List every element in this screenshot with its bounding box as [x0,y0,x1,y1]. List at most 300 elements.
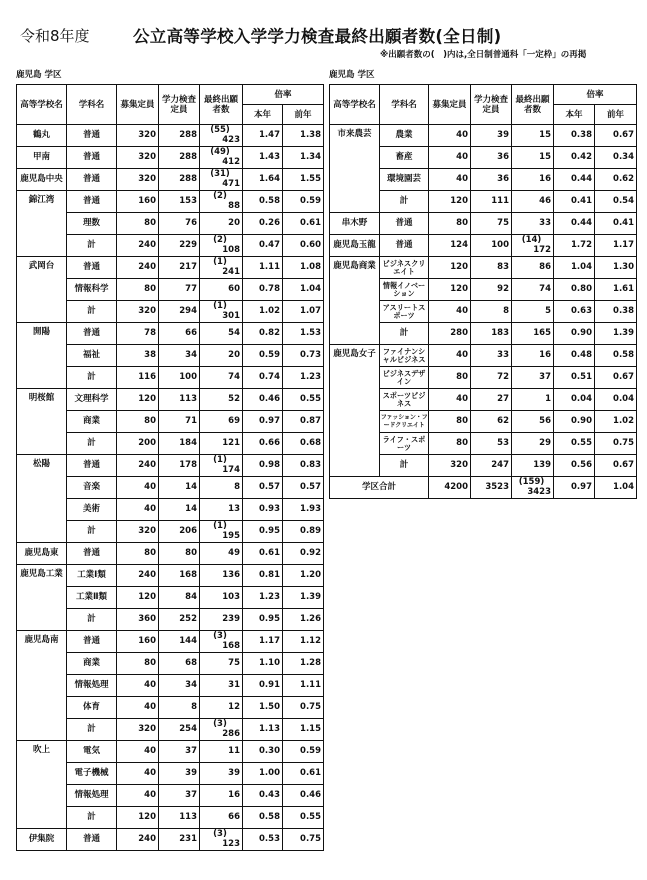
capacity-value: 80 [429,367,471,389]
department-name: 情報科学 [67,279,117,301]
quota-applicants: (1) [213,455,227,465]
school-name: 鹿児島中央 [17,169,67,191]
col-header-ratio-this-year: 本年 [554,105,595,125]
school-name: 甲南 [17,147,67,169]
ratio-this-year: 0.53 [243,829,283,851]
ratio-prev-year: 0.41 [595,213,637,235]
total-applicants: 301 [222,311,240,321]
department-name: 情報処理 [67,785,117,807]
total-applicants: 423 [222,135,240,145]
department-name: 計 [67,609,117,631]
department-name: 情報イノベーション [380,279,429,301]
exam-capacity-value: 288 [159,169,200,191]
ratio-prev-year: 0.57 [283,477,324,499]
ratio-this-year: 0.81 [243,565,283,587]
ratio-this-year: 0.61 [243,543,283,565]
table-row [17,191,324,213]
ratio-this-year: 1.02 [243,301,283,323]
exam-capacity-value: 178 [159,455,200,477]
school-name: 伊集院 [17,829,67,851]
ratio-this-year: 0.38 [554,125,595,147]
school-name: 市来農芸 [330,125,380,213]
applicants-value: 49 [200,543,243,565]
ratio-prev-year: 0.75 [595,433,637,455]
applicants-value [512,477,554,499]
applicants-value: 15 [512,125,554,147]
capacity-value: 120 [429,191,471,213]
department-name: 計 [67,367,117,389]
quota-applicants: (1) [213,301,227,311]
quota-applicants: (1) [213,521,227,531]
capacity-value: 40 [429,345,471,367]
capacity-value: 360 [117,609,159,631]
applicants-value: 74 [512,279,554,301]
capacity-value: 40 [117,763,159,785]
table-row [330,235,637,257]
capacity-value: 40 [429,147,471,169]
ratio-this-year: 1.72 [554,235,595,257]
ratio-this-year: 0.82 [243,323,283,345]
applicants-value: 56 [512,411,554,433]
school-name: 錦江湾 [17,191,67,257]
capacity-value: 40 [117,675,159,697]
exam-capacity-value: 37 [159,785,200,807]
exam-capacity-value: 247 [471,455,512,477]
school-name: 鹿児島玉龍 [330,235,380,257]
ratio-prev-year: 1.23 [283,367,324,389]
ratio-this-year: 0.48 [554,345,595,367]
ratio-this-year: 0.58 [243,807,283,829]
col-header-capacity: 募集定員 [429,85,471,125]
capacity-value: 40 [429,125,471,147]
school-name: 串木野 [330,213,380,235]
table-row [17,565,324,587]
col-header-exam-capacity: 学力検査定員 [471,85,512,125]
applicants-value: 13 [200,499,243,521]
department-name: 計 [67,301,117,323]
total-applicants: 471 [222,179,240,189]
ratio-this-year: 0.97 [243,411,283,433]
quota-applicants: (159) [518,477,545,487]
exam-capacity-value: 113 [159,389,200,411]
ratio-prev-year: 1.20 [283,565,324,587]
col-header-ratio: 倍率 [554,85,637,105]
ratio-this-year: 0.43 [243,785,283,807]
exam-capacity-value: 39 [159,763,200,785]
school-name: 鹿児島東 [17,543,67,565]
ratio-prev-year: 1.39 [595,323,637,345]
quota-applicants: (55) [210,125,230,135]
col-header-applicants: 最終出願者数 [200,85,243,125]
department-name: 文理科学 [67,389,117,411]
department-name: 普通 [380,213,429,235]
ratio-this-year: 0.78 [243,279,283,301]
applicants-table-right [329,84,637,499]
ratio-prev-year: 1.17 [595,235,637,257]
department-name: 普通 [67,631,117,653]
school-name: 鹿児島南 [17,631,67,741]
applicants-value: 165 [512,323,554,345]
school-name: 松陽 [17,455,67,543]
department-name: 環境園芸 [380,169,429,191]
capacity-value: 240 [117,565,159,587]
department-name: 情報処理 [67,675,117,697]
ratio-this-year: 0.91 [243,675,283,697]
applicants-value: 20 [200,345,243,367]
exam-capacity-value: 62 [471,411,512,433]
department-name: 電子機械 [67,763,117,785]
exam-capacity-value: 183 [471,323,512,345]
exam-capacity-value: 144 [159,631,200,653]
applicants-value: 37 [512,367,554,389]
department-name: ライフ・スポーツ [380,433,429,455]
school-name: 鹿児島商業 [330,257,380,345]
capacity-value: 80 [117,543,159,565]
total-applicants: 195 [222,531,240,541]
applicants-value: 16 [512,345,554,367]
ratio-this-year: 1.04 [554,257,595,279]
ratio-prev-year: 0.83 [283,455,324,477]
applicants-value: 16 [200,785,243,807]
ratio-prev-year: 0.92 [283,543,324,565]
col-header-capacity: 募集定員 [117,85,159,125]
quota-applicants: (31) [210,169,230,179]
ratio-this-year: 0.46 [243,389,283,411]
exam-capacity-value: 80 [159,543,200,565]
ratio-prev-year: 0.46 [283,785,324,807]
ratio-prev-year: 0.58 [595,345,637,367]
ratio-prev-year: 0.67 [595,367,637,389]
total-applicants: 241 [222,267,240,277]
department-name: ファッション・フードクリエイト [380,411,429,433]
department-name: 普通 [67,169,117,191]
ratio-this-year: 0.95 [243,609,283,631]
capacity-value: 320 [429,455,471,477]
department-name: アスリートスポーツ [380,301,429,323]
school-name: 開陽 [17,323,67,389]
exam-capacity-value: 229 [159,235,200,257]
applicants-value: 33 [512,213,554,235]
table-row [330,257,637,279]
ratio-prev-year: 0.62 [595,169,637,191]
exam-capacity-value: 184 [159,433,200,455]
ratio-this-year: 0.95 [243,521,283,543]
ratio-prev-year: 0.75 [283,829,324,851]
capacity-value: 124 [429,235,471,257]
applicants-value [200,147,243,169]
ratio-prev-year: 0.73 [283,345,324,367]
table-row [17,829,324,851]
ratio-prev-year: 1.02 [595,411,637,433]
ratio-this-year: 0.44 [554,169,595,191]
ratio-this-year: 1.11 [243,257,283,279]
applicants-value: 60 [200,279,243,301]
ratio-this-year: 1.00 [243,763,283,785]
table-row [17,741,324,763]
table-row [17,323,324,345]
ratio-this-year: 0.66 [243,433,283,455]
ratio-prev-year: 1.38 [283,125,324,147]
capacity-value: 40 [117,477,159,499]
ratio-this-year: 1.13 [243,719,283,741]
capacity-value: 200 [117,433,159,455]
quota-applicants: (3) [213,719,227,729]
exam-capacity-value: 8 [159,697,200,719]
ratio-this-year: 0.41 [554,191,595,213]
quota-applicants: (14) [521,235,542,245]
capacity-value: 280 [429,323,471,345]
capacity-value: 320 [117,301,159,323]
capacity-value: 120 [117,389,159,411]
col-header-school: 高等学校名 [17,85,67,125]
department-name: ビジネスデザイン [380,367,429,389]
applicants-value [200,301,243,323]
exam-capacity-value: 100 [471,235,512,257]
col-header-ratio: 倍率 [243,85,324,105]
capacity-value: 80 [117,279,159,301]
table-row [17,257,324,279]
applicants-value: 31 [200,675,243,697]
applicants-value [200,169,243,191]
capacity-value: 160 [117,191,159,213]
exam-capacity-value: 217 [159,257,200,279]
department-name: 普通 [67,543,117,565]
ratio-prev-year: 0.67 [595,455,637,477]
ratio-this-year: 1.50 [243,697,283,719]
district-label-right: 鹿児島 学区 [329,70,375,80]
applicants-value: 1 [512,389,554,411]
capacity-value: 320 [117,147,159,169]
ratio-prev-year: 1.04 [283,279,324,301]
exam-capacity-value: 252 [159,609,200,631]
department-name: スポーツビジネス [380,389,429,411]
exam-capacity-value: 36 [471,147,512,169]
table-row [330,213,637,235]
col-header-school: 高等学校名 [330,85,380,125]
ratio-this-year: 0.98 [243,455,283,477]
col-header-applicants: 最終出願者数 [512,85,554,125]
capacity-value: 80 [117,653,159,675]
exam-capacity-value: 231 [159,829,200,851]
ratio-this-year: 0.59 [243,345,283,367]
ratio-prev-year: 1.93 [283,499,324,521]
capacity-value: 120 [117,587,159,609]
school-name: 武岡台 [17,257,67,323]
ratio-prev-year: 0.61 [283,763,324,785]
ratio-prev-year: 1.28 [283,653,324,675]
ratio-this-year: 0.51 [554,367,595,389]
department-name: 畜産 [380,147,429,169]
total-applicants: 172 [533,245,551,255]
ratio-prev-year: 0.89 [283,521,324,543]
ratio-prev-year: 0.68 [283,433,324,455]
applicants-value: 239 [200,609,243,631]
capacity-value: 320 [117,169,159,191]
applicants-value [200,829,243,851]
department-name: 普通 [67,455,117,477]
applicants-value: 39 [200,763,243,785]
table-row [17,147,324,169]
ratio-prev-year: 1.11 [283,675,324,697]
ratio-prev-year: 0.04 [595,389,637,411]
ratio-prev-year: 0.59 [283,191,324,213]
exam-capacity-value: 294 [159,301,200,323]
capacity-value: 320 [117,719,159,741]
ratio-prev-year: 0.75 [283,697,324,719]
table-row [17,631,324,653]
col-header-ratio-prev-year: 前年 [595,105,637,125]
exam-capacity-value: 72 [471,367,512,389]
exam-capacity-value: 53 [471,433,512,455]
applicants-value [200,235,243,257]
ratio-this-year: 0.93 [243,499,283,521]
ratio-prev-year: 0.54 [595,191,637,213]
department-name: 工業Ⅱ類 [67,587,117,609]
department-name: 農業 [380,125,429,147]
capacity-value: 320 [117,521,159,543]
applicants-value [200,631,243,653]
capacity-value: 120 [429,257,471,279]
exam-capacity-value: 84 [159,587,200,609]
capacity-value: 40 [429,169,471,191]
applicants-value: 52 [200,389,243,411]
ratio-prev-year: 0.67 [595,125,637,147]
department-name: 普通 [67,125,117,147]
ratio-prev-year: 0.60 [283,235,324,257]
col-header-ratio-this-year: 本年 [243,105,283,125]
total-applicants: 3423 [527,487,551,497]
applicants-value: 74 [200,367,243,389]
total-applicants: 108 [222,245,240,255]
district-total-label: 学区合計 [330,477,429,499]
ratio-this-year: 1.23 [243,587,283,609]
ratio-prev-year: 0.55 [283,807,324,829]
department-name: ビジネスクリエイト [380,257,429,279]
exam-capacity-value: 34 [159,675,200,697]
ratio-this-year: 0.74 [243,367,283,389]
department-name: 普通 [67,323,117,345]
quota-applicants: (2) [213,235,227,245]
applicants-value [200,719,243,741]
capacity-value: 78 [117,323,159,345]
fiscal-year: 令和8年度 [20,27,90,45]
applicants-value: 121 [200,433,243,455]
exam-capacity-value: 77 [159,279,200,301]
ratio-this-year: 1.10 [243,653,283,675]
applicants-value: 12 [200,697,243,719]
applicants-value: 69 [200,411,243,433]
exam-capacity-value: 71 [159,411,200,433]
exam-capacity-value: 92 [471,279,512,301]
total-applicants: 88 [228,201,240,211]
ratio-prev-year: 1.34 [283,147,324,169]
district-label-left: 鹿児島 学区 [16,70,62,80]
ratio-this-year: 0.97 [554,477,595,499]
quota-applicants: (49) [210,147,230,157]
department-name: ファイナンシャルビジネス [380,345,429,367]
total-applicants: 286 [222,729,240,739]
capacity-value: 38 [117,345,159,367]
exam-capacity-value: 111 [471,191,512,213]
applicants-value: 103 [200,587,243,609]
ratio-prev-year: 0.34 [595,147,637,169]
ratio-this-year: 1.64 [243,169,283,191]
exam-capacity-value: 68 [159,653,200,675]
ratio-prev-year: 1.07 [283,301,324,323]
exam-capacity-value: 37 [159,741,200,763]
exam-capacity-value: 83 [471,257,512,279]
department-name: 理数 [67,213,117,235]
department-name: 計 [380,455,429,477]
capacity-value: 240 [117,455,159,477]
department-name: 工業Ⅰ類 [67,565,117,587]
ratio-prev-year: 1.12 [283,631,324,653]
capacity-value: 80 [117,411,159,433]
col-header-exam-capacity: 学力検査定員 [159,85,200,125]
applicants-value: 20 [200,213,243,235]
capacity-value: 40 [429,389,471,411]
applicants-value: 16 [512,169,554,191]
table-row [17,125,324,147]
department-name: 音楽 [67,477,117,499]
ratio-prev-year: 1.61 [595,279,637,301]
capacity-value: 80 [429,433,471,455]
ratio-prev-year: 1.08 [283,257,324,279]
exam-capacity-value: 100 [159,367,200,389]
exam-capacity-value: 288 [159,125,200,147]
table-row [330,125,637,147]
exam-capacity-value: 76 [159,213,200,235]
exam-capacity-value: 39 [471,125,512,147]
department-name: 福祉 [67,345,117,367]
col-header-dept: 学科名 [67,85,117,125]
department-name: 計 [380,191,429,213]
footnote: ※出願者数の( )内は,全日制普通科「一定枠」の再掲 [380,50,587,60]
applicants-value: 11 [200,741,243,763]
capacity-value: 80 [117,213,159,235]
department-name: 普通 [380,235,429,257]
exam-capacity-value: 8 [471,301,512,323]
exam-capacity-value: 254 [159,719,200,741]
table-row [330,345,637,367]
table-row [17,389,324,411]
ratio-this-year: 1.47 [243,125,283,147]
ratio-prev-year: 0.61 [283,213,324,235]
applicants-value: 8 [200,477,243,499]
ratio-this-year: 0.90 [554,411,595,433]
exam-capacity-value: 14 [159,477,200,499]
quota-applicants: (3) [213,631,227,641]
capacity-value: 40 [117,697,159,719]
capacity-value: 240 [117,257,159,279]
ratio-prev-year: 0.59 [283,741,324,763]
ratio-this-year: 0.56 [554,455,595,477]
capacity-value: 240 [117,235,159,257]
exam-capacity-value: 113 [159,807,200,829]
ratio-prev-year: 1.04 [595,477,637,499]
capacity-value: 80 [429,213,471,235]
capacity-value: 40 [117,741,159,763]
total-applicants: 412 [222,157,240,167]
ratio-this-year: 0.44 [554,213,595,235]
ratio-this-year: 0.26 [243,213,283,235]
capacity-value: 120 [117,807,159,829]
table-row [17,455,324,477]
ratio-this-year: 0.55 [554,433,595,455]
department-name: 商業 [67,411,117,433]
department-name: 普通 [67,147,117,169]
total-applicants: 174 [222,465,240,475]
